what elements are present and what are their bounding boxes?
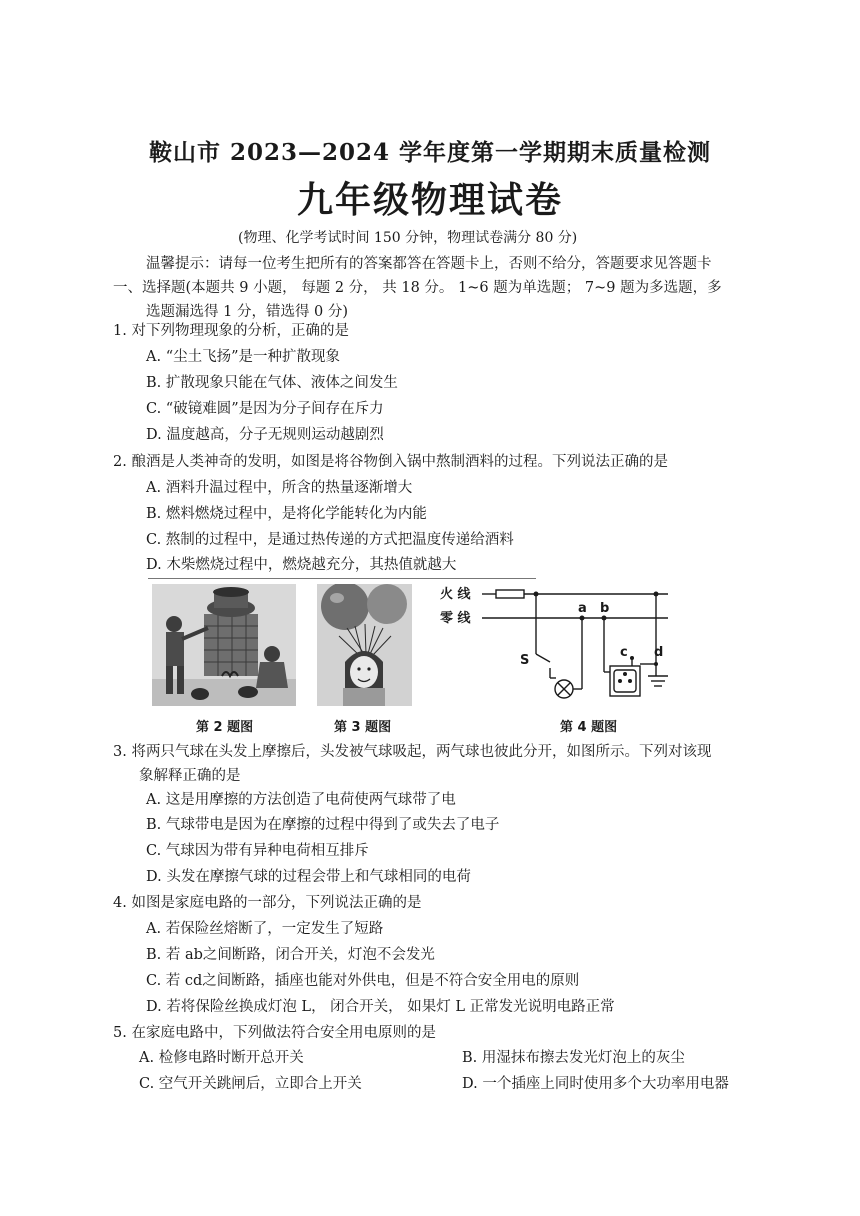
exam-tip: 温馨提示：请每一位考生把所有的答案都答在答题卡上，否则不给分，答题要求见答题卡 (146, 256, 712, 272)
section-heading: 一、选择题(本题共 9 小题， 每题 2 分， 共 18 分。 1~6 题为单选题； 7~9 题为多选题，多 (113, 280, 722, 296)
question-4-option-a: A. 若保险丝熔断了，一定发生了短路 (146, 921, 384, 937)
question-5-option-b: B. 用湿抹布擦去发光灯泡上的灰尘 (462, 1050, 685, 1066)
section-heading-cont: 选题漏选得 1 分，错选得 0 分) (146, 304, 349, 320)
divider-line (148, 578, 536, 579)
node-a-label: a (578, 601, 587, 616)
question-5-stem: 5. 在家庭电路中，下列做法符合安全用电原则的是 (113, 1025, 436, 1041)
question-1-option-c: C. “破镜难圆”是因为分子间存在斥力 (146, 401, 384, 417)
figure-4-caption: 第 4 题图 (560, 720, 618, 735)
exam-title: 鞍山市 2023—2024 学年度第一学期期末质量检测 (148, 139, 712, 166)
figure-3-caption: 第 3 题图 (334, 720, 392, 735)
question-3-option-c: C. 气球因为带有异种电荷相互排斥 (146, 843, 369, 859)
figure-4-circuit-diagram (438, 582, 678, 712)
question-3-option-b: B. 气球带电是因为在摩擦的过程中得到了或失去了电子 (146, 817, 500, 833)
figure-2-brewing-illustration (152, 584, 296, 706)
question-5-option-a: A. 检修电路时断开总开关 (139, 1050, 304, 1066)
live-wire-label: 火 线 (440, 587, 471, 602)
question-1-option-b: B. 扩散现象只能在气体、液体之间发生 (146, 375, 398, 391)
neutral-wire-label: 零 线 (440, 611, 471, 626)
question-2-option-a: A. 酒料升温过程中，所含的热量逐渐增大 (146, 480, 413, 496)
node-d-label: d (654, 645, 664, 660)
question-2-option-b: B. 燃料燃烧过程中，是将化学能转化为内能 (146, 506, 427, 522)
question-2-stem: 2. 酿酒是人类神奇的发明，如图是将谷物倒入锅中熬制酒料的过程。下列说法正确的是 (113, 454, 668, 470)
node-c-label: c (620, 645, 628, 660)
question-1-stem: 1. 对下列物理现象的分析，正确的是 (113, 323, 349, 339)
question-4-stem: 4. 如图是家庭电路的一部分，下列说法正确的是 (113, 895, 422, 911)
question-4-option-d: D. 若将保险丝换成灯泡 L， 闭合开关， 如果灯 L 正常发光说明电路正常 (146, 999, 615, 1015)
question-4-option-b: B. 若 ab之间断路，闭合开关，灯泡不会发光 (146, 947, 435, 963)
question-3-stem: 3. 将两只气球在头发上摩擦后，头发被气球吸起，两气球也彼此分开，如图所示。下列对该现 (113, 744, 712, 760)
question-5-option-c: C. 空气开关跳闸后，立即合上开关 (139, 1076, 362, 1092)
figure-3-balloons-illustration (317, 584, 412, 706)
question-3-option-d: D. 头发在摩擦气球的过程会带上和气球相同的电荷 (146, 869, 471, 885)
exam-note: (物理、化学考试时间 150 分钟，物理试卷满分 80 分) (238, 230, 578, 246)
switch-s-label: S (520, 653, 530, 668)
question-3-stem-cont: 象解释正确的是 (139, 768, 241, 784)
question-2-option-c: C. 熬制的过程中，是通过热传递的方式把温度传递给酒料 (146, 532, 514, 548)
question-2-option-d: D. 木柴燃烧过程中，燃烧越充分，其热值就越大 (146, 557, 457, 573)
question-3-option-a: A. 这是用摩擦的方法创造了电荷使两气球带了电 (146, 792, 456, 808)
figure-2-caption: 第 2 题图 (196, 720, 254, 735)
node-b-label: b (600, 601, 610, 616)
question-1-option-d: D. 温度越高，分子无规则运动越剧烈 (146, 427, 384, 443)
exam-subtitle: 九年级物理试卷 (296, 179, 563, 221)
question-5-option-d: D. 一个插座上同时使用多个大功率用电器 (462, 1076, 729, 1092)
question-1-option-a: A. “尘土飞扬”是一种扩散现象 (146, 349, 341, 365)
question-4-option-c: C. 若 cd之间断路，插座也能对外供电，但是不符合安全用电的原则 (146, 973, 580, 989)
